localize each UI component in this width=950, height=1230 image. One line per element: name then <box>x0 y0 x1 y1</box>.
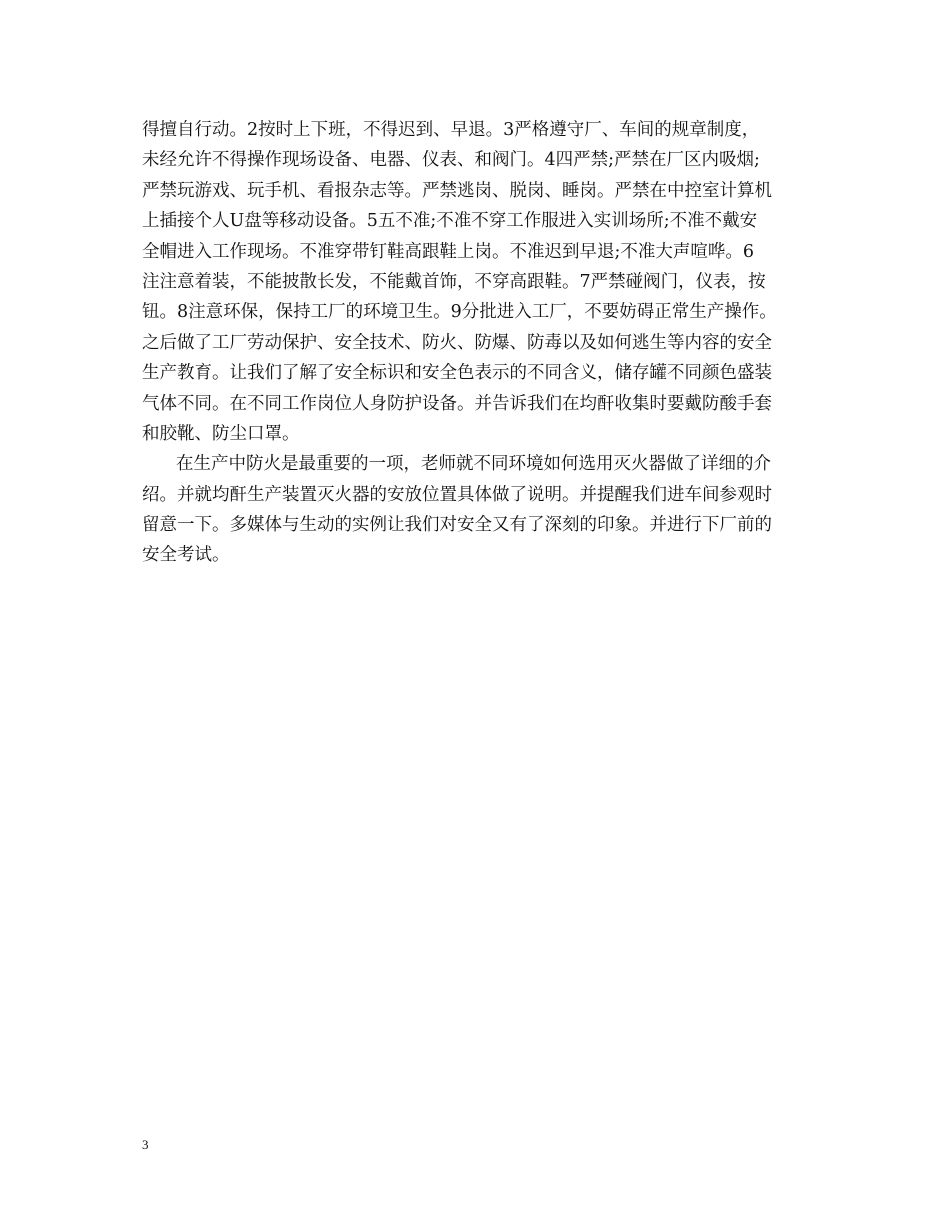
text-line: 气体不同。在不同工作岗位人身防护设备。并告诉我们在均酐收集时要戴防酸手套 <box>142 393 772 414</box>
text-line: 在生产中防火是最重要的一项，老师就不同环境如何选用灭火器做了详细的介 <box>176 454 771 475</box>
text-line: 注注意着装，不能披散长发，不能戴首饰，不穿高跟鞋。7严禁碰阀门，仪表，按 <box>142 271 766 292</box>
text-line: 得擅自行动。2按时上下班，不得迟到、早退。3严格遵守厂、车间的规章制度， <box>142 120 760 140</box>
text-line: 绍。并就均酐生产装置灭火器的安放位置具体做了说明。并提醒我们进车间参观时 <box>142 484 772 505</box>
text-line: 之后做了工厂劳动保护、安全技术、防火、防爆、防毒以及如何逃生等内容的安全 <box>142 332 772 353</box>
text-line: 全帽进入工作现场。不准穿带钉鞋高跟鞋上岗。不准迟到早退;不准大声喧哗。6 <box>142 241 755 262</box>
text-line: 生产教育。让我们了解了安全标识和安全色表示的不同含义，储存罐不同颜色盛装 <box>142 363 772 384</box>
body-text <box>142 115 822 571</box>
text-line: 安全考试。 <box>142 545 230 566</box>
paragraph-2 <box>142 449 822 571</box>
text-line: 未经允许不得操作现场设备、电器、仪表、和阀门。4四严禁;严禁在厂区内吸烟; <box>142 150 760 171</box>
text-line: 上插接个人U盘等移动设备。5五不准;不准不穿工作服进入实训场所;不准不戴安 <box>142 211 758 232</box>
text-line: 留意一下。多媒体与生动的实例让我们对安全又有了深刻的印象。并进行下厂前的 <box>142 515 772 536</box>
text-line: 严禁玩游戏、玩手机、看报杂志等。严禁逃岗、脱岗、睡岗。严禁在中控室计算机 <box>142 180 772 201</box>
page-number: 3 <box>142 1137 149 1152</box>
paragraph-1 <box>142 115 822 449</box>
text-line: 钮。8注意环保，保持工厂的环境卫生。9分批进入工厂，不要妨碍正常生产操作。 <box>142 302 777 323</box>
text-line: 和胶靴、防尘口罩。 <box>142 423 300 444</box>
